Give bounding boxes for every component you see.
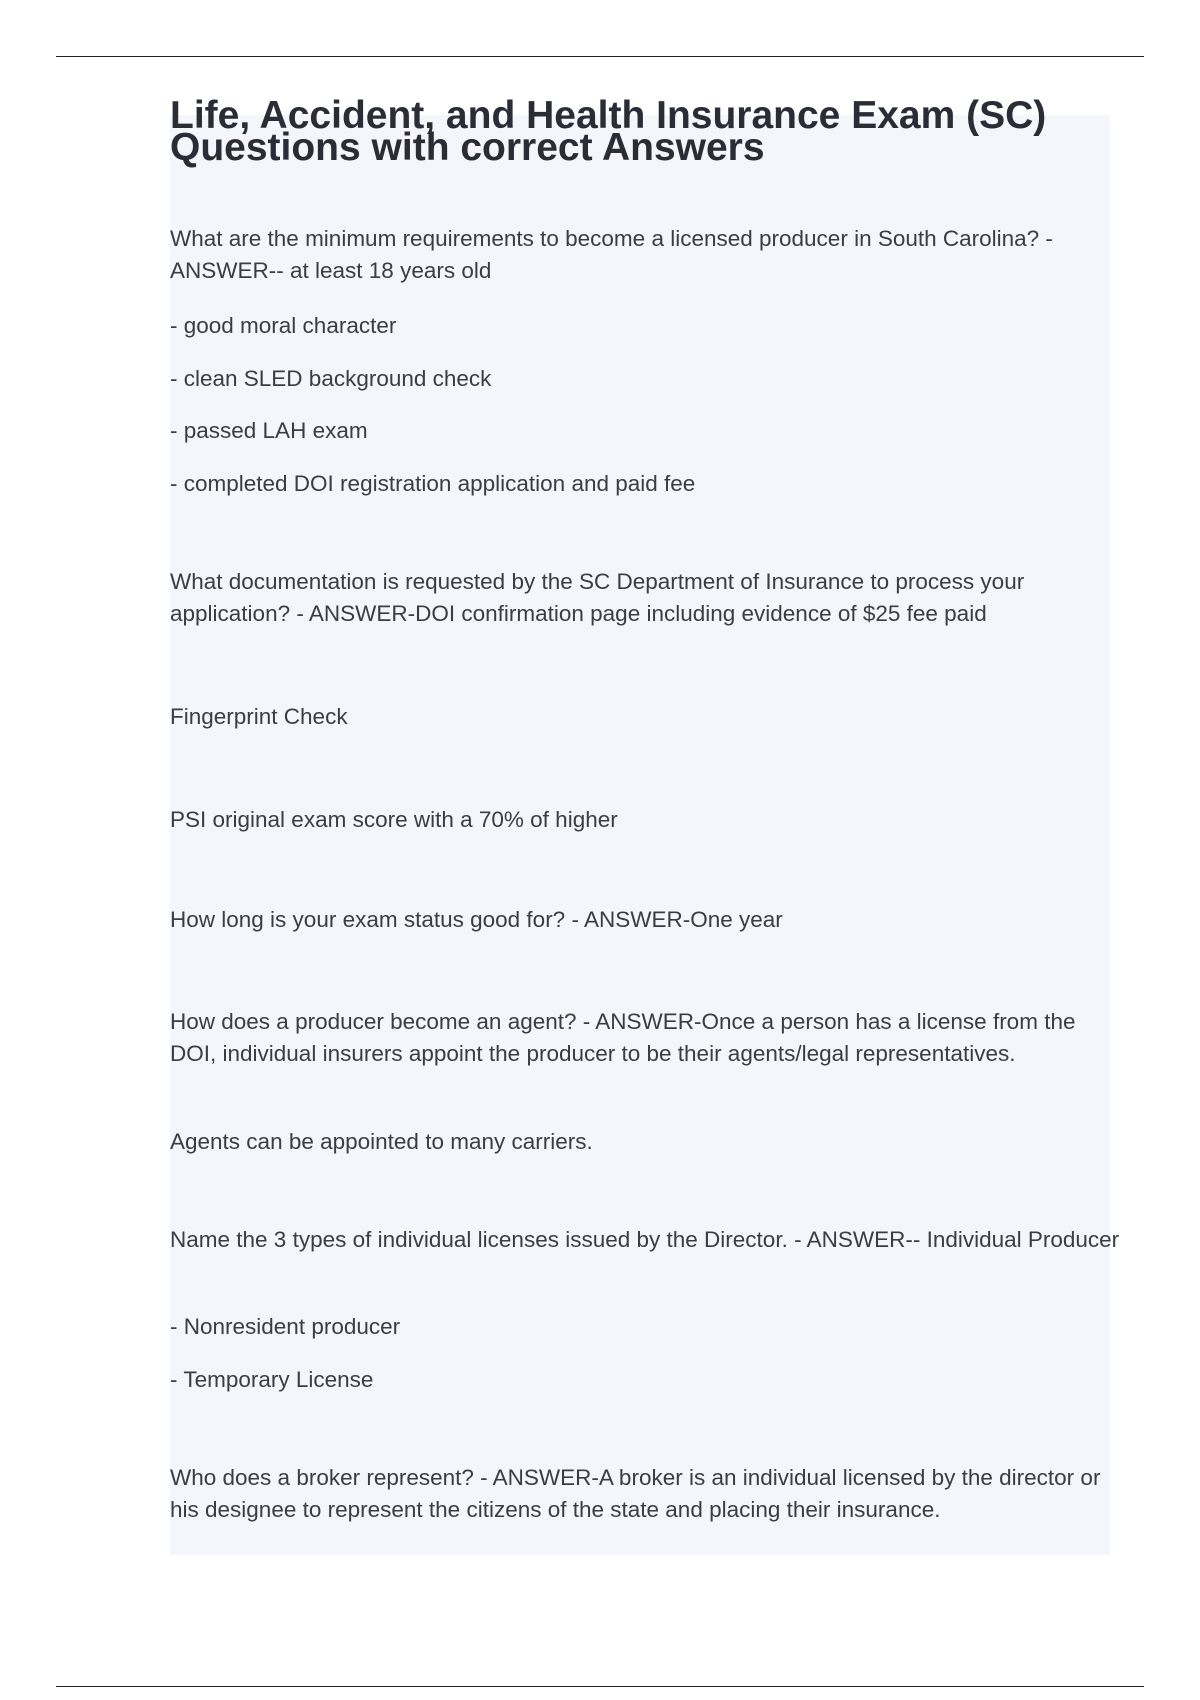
question-exam-status: How long is your exam status good for? - ANSWER-One year [170,907,783,932]
answer-item: - Temporary License [170,1367,374,1392]
title-line-1: Life, Accident, and Health Insurance Exam (SC) [170,94,1047,137]
answer-item: Fingerprint Check [170,704,348,729]
top-rule [56,56,1144,57]
bottom-rule [56,1686,1144,1687]
title-line-2: Questions with correct Answers [170,126,765,169]
answer-item: - clean SLED background check [170,366,492,391]
question-broker: Who does a broker represent? - ANSWER-A broker is an individual licensed by the director or his designee to represent the citizens of the state and placing their insurance. [170,1465,1101,1522]
answer-item: - completed DOI registration application and paid fee [170,471,696,496]
question-requirements: What are the minimum requirements to become a licensed producer in South Carolina? - ANSWER-- at least 18 years old [170,226,1053,283]
answer-item: Agents can be appointed to many carriers. [170,1129,593,1154]
question-become-agent: How does a producer become an agent? - ANSWER-Once a person has a license from the DOI, individual insurers appoint the producer to be their agents/legal representatives. [170,1009,1076,1066]
answer-item: PSI original exam score with a 70% of higher [170,807,618,832]
question-documentation: What documentation is requested by the SC Department of Insurance to process your application? - ANSWER-DOI confirmation page including evidence of $25 fee paid [170,569,1025,626]
answer-item: - Nonresident producer [170,1314,401,1339]
answer-item: - passed LAH exam [170,418,368,443]
question-license-types: Name the 3 types of individual licenses issued by the Director. - ANSWER-- Individual Producer [170,1227,1120,1252]
answer-item: - good moral character [170,313,397,338]
document-title [170,94,1130,169]
